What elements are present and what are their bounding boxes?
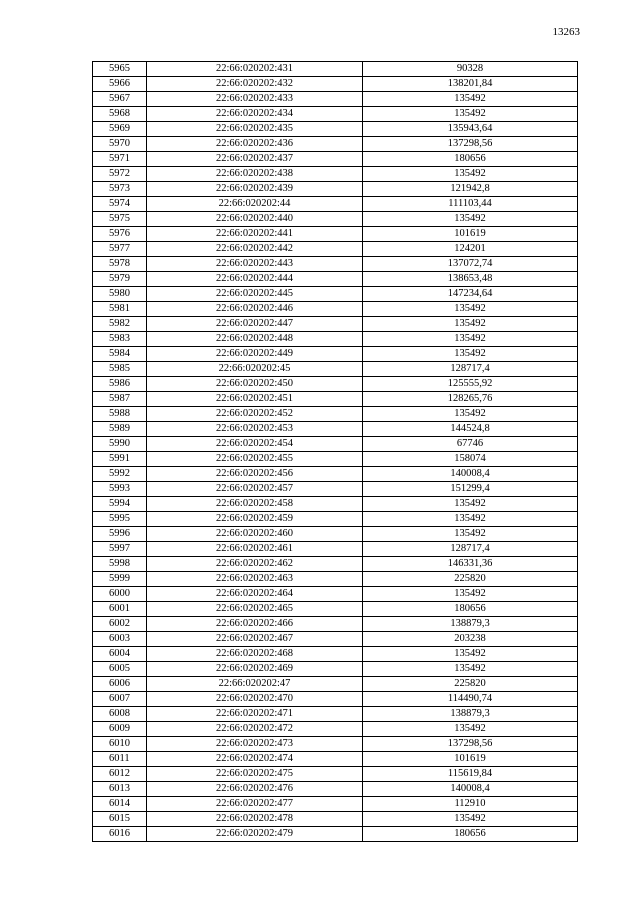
table-row [93,692,578,707]
cadastral-number-cell: 22:66:020202:434 [147,107,363,122]
value-cell: 135492 [363,812,578,827]
row-index-cell: 5984 [93,347,147,362]
row-index-cell: 6016 [93,827,147,842]
value-cell: 135492 [363,407,578,422]
value-cell: 140008,4 [363,467,578,482]
value-cell: 225820 [363,572,578,587]
cadastral-number-cell: 22:66:020202:473 [147,737,363,752]
row-index-cell: 6015 [93,812,147,827]
value-cell: 124201 [363,242,578,257]
table-row [93,647,578,662]
cadastral-number-cell: 22:66:020202:479 [147,827,363,842]
value-cell: 138201,84 [363,77,578,92]
row-index-cell: 6004 [93,647,147,662]
page-number: 13263 [552,26,580,38]
row-index-cell: 6000 [93,587,147,602]
value-cell: 203238 [363,632,578,647]
cadastral-number-cell: 22:66:020202:471 [147,707,363,722]
table-row [93,362,578,377]
cadastral-number-cell: 22:66:020202:460 [147,527,363,542]
row-index-cell: 5979 [93,272,147,287]
table-row [93,677,578,692]
table-row [93,467,578,482]
table-row [93,527,578,542]
value-cell: 135492 [363,302,578,317]
value-cell: 128717,4 [363,542,578,557]
cadastral-number-cell: 22:66:020202:463 [147,572,363,587]
value-cell: 180656 [363,152,578,167]
row-index-cell: 5976 [93,227,147,242]
table-row [93,197,578,212]
cadastral-number-cell: 22:66:020202:45 [147,362,363,377]
row-index-cell: 5975 [93,212,147,227]
table-row [93,152,578,167]
row-index-cell: 5987 [93,392,147,407]
table-row [93,137,578,152]
value-cell: 138879,3 [363,617,578,632]
cadastral-number-cell: 22:66:020202:447 [147,317,363,332]
table-row [93,377,578,392]
table-row [93,587,578,602]
table-row [93,767,578,782]
cadastral-number-cell: 22:66:020202:445 [147,287,363,302]
row-index-cell: 5983 [93,332,147,347]
row-index-cell: 5991 [93,452,147,467]
table-row [93,107,578,122]
row-index-cell: 5993 [93,482,147,497]
cadastral-number-cell: 22:66:020202:472 [147,722,363,737]
cadastral-number-cell: 22:66:020202:469 [147,662,363,677]
cadastral-number-cell: 22:66:020202:462 [147,557,363,572]
row-index-cell: 5974 [93,197,147,212]
table-row [93,572,578,587]
value-cell: 101619 [363,227,578,242]
value-cell: 138653,48 [363,272,578,287]
cadastral-number-cell: 22:66:020202:459 [147,512,363,527]
cadastral-number-cell: 22:66:020202:431 [147,62,363,77]
row-index-cell: 5971 [93,152,147,167]
table-row [93,557,578,572]
row-index-cell: 5982 [93,317,147,332]
row-index-cell: 5986 [93,377,147,392]
value-cell: 125555,92 [363,377,578,392]
value-cell: 101619 [363,752,578,767]
value-cell: 137298,56 [363,737,578,752]
table-row [93,227,578,242]
table-row [93,407,578,422]
row-index-cell: 5995 [93,512,147,527]
value-cell: 135492 [363,647,578,662]
row-index-cell: 5968 [93,107,147,122]
row-index-cell: 6002 [93,617,147,632]
cadastral-number-cell: 22:66:020202:452 [147,407,363,422]
row-index-cell: 5977 [93,242,147,257]
cadastral-number-cell: 22:66:020202:477 [147,797,363,812]
table-row [93,722,578,737]
value-cell: 114490,74 [363,692,578,707]
table-row [93,317,578,332]
row-index-cell: 5981 [93,302,147,317]
row-index-cell: 6009 [93,722,147,737]
table-row [93,422,578,437]
table-row [93,242,578,257]
row-index-cell: 5997 [93,542,147,557]
table-row [93,392,578,407]
row-index-cell: 5972 [93,167,147,182]
row-index-cell: 5969 [93,122,147,137]
row-index-cell: 5973 [93,182,147,197]
table-row [93,302,578,317]
cadastral-number-cell: 22:66:020202:437 [147,152,363,167]
cadastral-number-cell: 22:66:020202:450 [147,377,363,392]
row-index-cell: 5992 [93,467,147,482]
cadastral-number-cell: 22:66:020202:475 [147,767,363,782]
cadastral-number-cell: 22:66:020202:433 [147,92,363,107]
cadastral-number-cell: 22:66:020202:457 [147,482,363,497]
row-index-cell: 6007 [93,692,147,707]
cadastral-number-cell: 22:66:020202:470 [147,692,363,707]
value-cell: 147234,64 [363,287,578,302]
cadastral-number-cell: 22:66:020202:448 [147,332,363,347]
cadastral-number-cell: 22:66:020202:47 [147,677,363,692]
row-index-cell: 5994 [93,497,147,512]
table-row [93,92,578,107]
cadastral-number-cell: 22:66:020202:476 [147,782,363,797]
cadastral-number-cell: 22:66:020202:441 [147,227,363,242]
value-cell: 135492 [363,317,578,332]
row-index-cell: 5998 [93,557,147,572]
value-cell: 135492 [363,347,578,362]
value-cell: 135943,64 [363,122,578,137]
value-cell: 112910 [363,797,578,812]
cadastral-number-cell: 22:66:020202:442 [147,242,363,257]
cadastral-number-cell: 22:66:020202:446 [147,302,363,317]
value-cell: 135492 [363,587,578,602]
row-index-cell: 6006 [93,677,147,692]
row-index-cell: 5965 [93,62,147,77]
cadastral-number-cell: 22:66:020202:435 [147,122,363,137]
row-index-cell: 5980 [93,287,147,302]
value-cell: 128265,76 [363,392,578,407]
row-index-cell: 5989 [93,422,147,437]
value-cell: 135492 [363,722,578,737]
value-cell: 180656 [363,602,578,617]
table-row [93,632,578,647]
row-index-cell: 6011 [93,752,147,767]
table-row [93,707,578,722]
table-body [93,62,578,842]
value-cell: 111103,44 [363,197,578,212]
table-row [93,452,578,467]
table-row [93,827,578,842]
table-row [93,482,578,497]
value-cell: 115619,84 [363,767,578,782]
value-cell: 121942,8 [363,182,578,197]
row-index-cell: 6005 [93,662,147,677]
table-row [93,512,578,527]
cadastral-number-cell: 22:66:020202:474 [147,752,363,767]
row-index-cell: 5970 [93,137,147,152]
value-cell: 151299,4 [363,482,578,497]
cadastral-number-cell: 22:66:020202:456 [147,467,363,482]
table-row [93,662,578,677]
value-cell: 135492 [363,92,578,107]
value-cell: 135492 [363,662,578,677]
value-cell: 135492 [363,497,578,512]
table-row [93,602,578,617]
value-cell: 140008,4 [363,782,578,797]
value-cell: 225820 [363,677,578,692]
table-row [93,182,578,197]
cadastral-number-cell: 22:66:020202:453 [147,422,363,437]
value-cell: 138879,3 [363,707,578,722]
value-cell: 180656 [363,827,578,842]
cadastral-number-cell: 22:66:020202:461 [147,542,363,557]
row-index-cell: 6014 [93,797,147,812]
row-index-cell: 5999 [93,572,147,587]
value-cell: 90328 [363,62,578,77]
value-cell: 135492 [363,107,578,122]
row-index-cell: 6010 [93,737,147,752]
row-index-cell: 5966 [93,77,147,92]
table-row [93,752,578,767]
table-row [93,737,578,752]
value-cell: 135492 [363,167,578,182]
cadastral-number-cell: 22:66:020202:436 [147,137,363,152]
table-row [93,77,578,92]
cadastral-number-cell: 22:66:020202:466 [147,617,363,632]
table-row [93,122,578,137]
cadastral-number-cell: 22:66:020202:454 [147,437,363,452]
value-cell: 137072,74 [363,257,578,272]
value-cell: 128717,4 [363,362,578,377]
cadastral-number-cell: 22:66:020202:432 [147,77,363,92]
value-cell: 137298,56 [363,137,578,152]
value-cell: 135492 [363,332,578,347]
cadastral-number-cell: 22:66:020202:438 [147,167,363,182]
row-index-cell: 5967 [93,92,147,107]
row-index-cell: 5990 [93,437,147,452]
row-index-cell: 5985 [93,362,147,377]
cadastral-number-cell: 22:66:020202:464 [147,587,363,602]
row-index-cell: 6013 [93,782,147,797]
table-row [93,497,578,512]
table-row [93,167,578,182]
table-row [93,332,578,347]
cadastral-number-cell: 22:66:020202:449 [147,347,363,362]
cadastral-number-cell: 22:66:020202:443 [147,257,363,272]
row-index-cell: 6001 [93,602,147,617]
cadastral-number-cell: 22:66:020202:478 [147,812,363,827]
value-cell: 135492 [363,527,578,542]
value-cell: 135492 [363,212,578,227]
table-row [93,257,578,272]
cadastral-number-cell: 22:66:020202:44 [147,197,363,212]
row-index-cell: 6003 [93,632,147,647]
value-cell: 158074 [363,452,578,467]
value-cell: 146331,36 [363,557,578,572]
table-row [93,347,578,362]
cadastral-number-cell: 22:66:020202:458 [147,497,363,512]
value-cell: 135492 [363,512,578,527]
row-index-cell: 5978 [93,257,147,272]
cadastral-number-cell: 22:66:020202:467 [147,632,363,647]
cadastral-number-cell: 22:66:020202:455 [147,452,363,467]
table-row [93,62,578,77]
data-table [92,61,578,842]
table-row [93,797,578,812]
cadastral-number-cell: 22:66:020202:439 [147,182,363,197]
table-row [93,212,578,227]
table-row [93,287,578,302]
cadastral-number-cell: 22:66:020202:451 [147,392,363,407]
table-row [93,542,578,557]
cadastral-number-cell: 22:66:020202:468 [147,647,363,662]
table-row [93,617,578,632]
value-cell: 67746 [363,437,578,452]
cadastral-number-cell: 22:66:020202:440 [147,212,363,227]
row-index-cell: 6008 [93,707,147,722]
row-index-cell: 5996 [93,527,147,542]
row-index-cell: 5988 [93,407,147,422]
row-index-cell: 6012 [93,767,147,782]
table-row [93,782,578,797]
value-cell: 144524,8 [363,422,578,437]
cadastral-number-cell: 22:66:020202:465 [147,602,363,617]
table-row [93,272,578,287]
table-row [93,812,578,827]
table-row [93,437,578,452]
cadastral-number-cell: 22:66:020202:444 [147,272,363,287]
